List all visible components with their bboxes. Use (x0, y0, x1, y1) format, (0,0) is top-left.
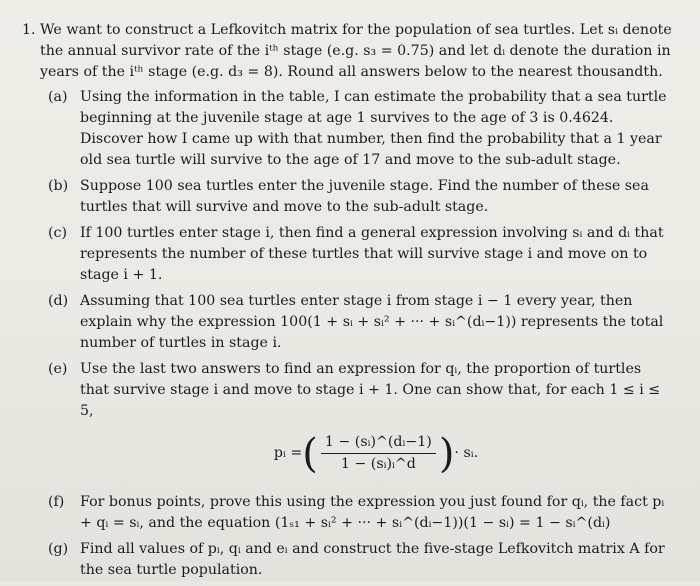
part-text-block (80, 359, 672, 487)
part-text: Suppose 100 sea turtles enter the juvenile stage. Find the number of these sea turtles that will survive and move to the sub-adult stage. (80, 178, 649, 215)
fraction (321, 432, 436, 475)
display-formula (80, 432, 672, 475)
problem-1 (22, 20, 672, 586)
part-text: Use the last two answers to find an expression for qᵢ, the proportion of turtles that survive stage i and move to stage i + 1. One can show that, for each 1 ≤ i ≤ 5, (80, 361, 661, 419)
right-paren: ) (438, 430, 455, 477)
part-e (48, 359, 672, 487)
part-label: (f) (48, 494, 65, 510)
problem-number: 1. (22, 22, 36, 38)
parts-list (40, 87, 672, 581)
part-text: If 100 turtles enter stage i, then find a general expression involving sᵢ and dᵢ that represents the number of these turtles that will survive stage i and move on to stage i + 1. (80, 225, 664, 283)
part-f (48, 492, 672, 534)
part-text: Assuming that 100 sea turtles enter stage i from stage i − 1 every year, then explain why the expression 100(1 + sᵢ + sᵢ² + ··· + sᵢ^(dᵢ−1)) represents the total number of turtles in stage i. (80, 293, 664, 351)
left-paren: ( (302, 430, 318, 477)
part-label: (b) (48, 178, 69, 194)
part-label: (d) (48, 293, 69, 309)
fraction-numerator: 1 − (sᵢ)^(dᵢ−1) (321, 432, 436, 454)
part-text: Find all values of pᵢ, qᵢ and eᵢ and construct the five-stage Lefkovitch matrix A for the sea turtle population. (80, 541, 665, 578)
part-text: Using the information in the table, I can estimate the probability that a sea turtle beginning at the juvenile stage at age 1 survives to the age of 3 is 0.4624. Discover how I came up with that number, then find the probability that a 1 year old sea turtle will survive to the age of 17 and move to the sub-adult stage. (80, 89, 667, 168)
part-c (48, 223, 672, 286)
part-label: (c) (48, 225, 68, 241)
part-d (48, 291, 672, 354)
formula-trailing: · sᵢ. (454, 445, 479, 461)
fraction-denominator: 1 − (sᵢ)ᵢ^d (340, 456, 416, 472)
part-label: (g) (48, 541, 69, 557)
part-text: For bonus points, prove this using the expression you just found for qᵢ, the fact pᵢ + qᵢ = sᵢ, and the equation (1ₛ₁ + sᵢ² + ··· + sᵢ^(dᵢ−1))(1 − sᵢ) = 1 − sᵢ^(dᵢ) (80, 494, 665, 531)
part-b (48, 176, 672, 218)
part-a (48, 87, 672, 171)
part-g (48, 539, 672, 581)
problem-intro: We want to construct a Lefkovitch matrix for the population of sea turtles. Let sᵢ denote the annual survivor rate of the iᵗʰ stage (e.g. s₃ = 0.75) and let dᵢ denote the duration in years of the iᵗʰ stage (e.g. d₃ = 8). Round all answers below to the nearest thousandth. (40, 22, 672, 80)
problem-body (40, 20, 672, 586)
part-label: (a) (48, 89, 68, 105)
part-label: (e) (48, 361, 68, 377)
formula-lhs: pᵢ = (273, 445, 303, 461)
